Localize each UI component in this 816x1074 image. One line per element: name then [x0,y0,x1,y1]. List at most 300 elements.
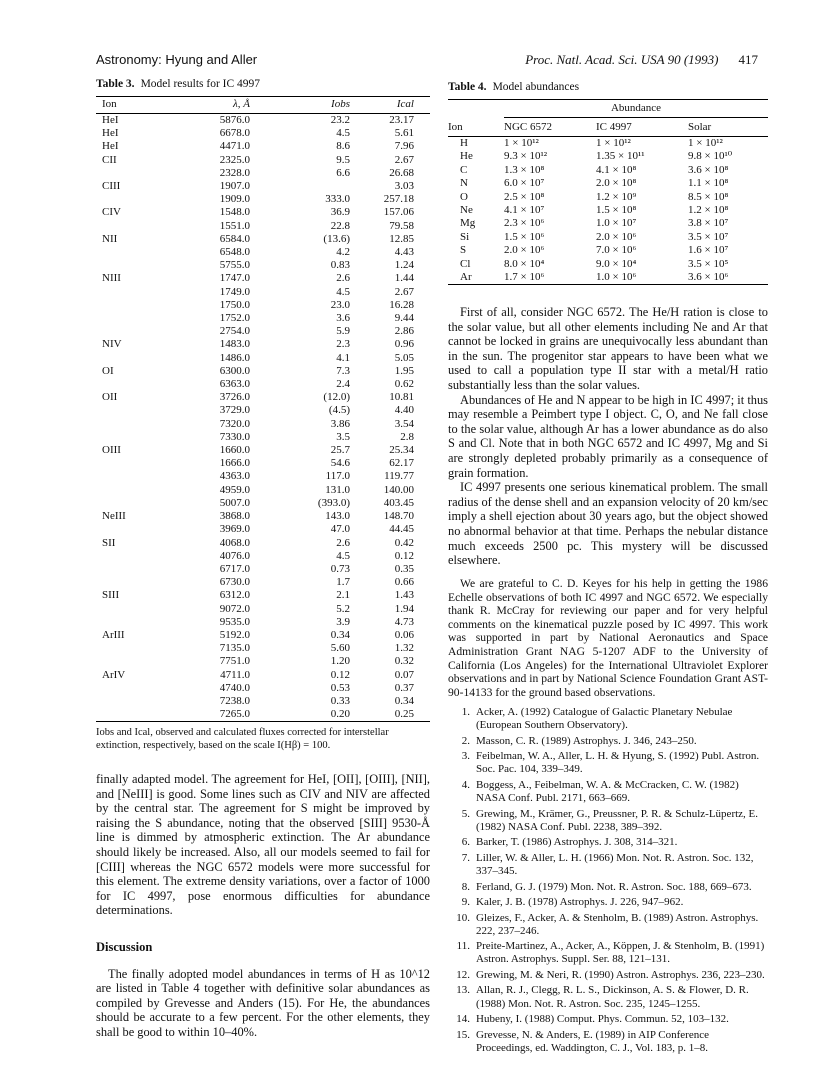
reference-item [448,912,768,938]
reference-item [448,881,768,894]
table-row [448,217,768,230]
iobs-cell: 131.0 [325,483,350,496]
table-row [96,444,430,457]
ic4997-cell: 2.0 × 10⁸ [596,177,637,190]
ical-cell: 1.24 [394,259,414,272]
col-header-wavelength: λ, Å [154,97,270,114]
iobs-cell: 54.6 [330,457,350,470]
iobs-cell: 2.3 [336,338,350,351]
ion-cell [96,603,154,616]
iobs-cell: 47.0 [330,523,350,536]
ical-cell: 10.81 [389,391,414,404]
iobs-cell: 22.8 [330,219,350,232]
col-header-iobs: Iobs [270,97,378,114]
reference-number: 8. [461,880,470,893]
ngc6572-cell: 9.3 × 10¹² [504,150,548,163]
wavelength-cell: 7135.0 [219,642,250,655]
ion-cell: NII [102,232,118,245]
ical-cell: 0.62 [394,378,414,391]
ical-cell: 1.44 [394,272,414,285]
wavelength-cell: 4740.0 [219,681,250,694]
ical-cell: 5.05 [394,351,414,364]
solar-cell: 3.6 × 10⁶ [688,271,729,284]
ion-cell: NIII [102,272,121,285]
solar-cell: 1 × 10¹² [688,137,723,149]
ical-cell: 1.32 [394,642,414,655]
table-row [96,140,430,153]
table3-body [96,114,430,722]
iobs-cell: 1.20 [330,655,350,668]
ical-cell: 2.67 [394,153,414,166]
iobs-cell: 117.0 [325,470,350,483]
ion-cell: ArIV [102,668,126,681]
ic4997-cell: 1.5 × 10⁸ [596,204,637,217]
ic4997-cell: 7.0 × 10⁶ [596,244,637,257]
table3-footnote: Iobs and Ical, observed and calculated fluxes corrected for interstellar extinction, respectively, based on the scale I(Hβ) = 100. [96,727,389,751]
iobs-cell: 5.2 [336,602,350,615]
table-row [96,259,430,272]
ion-cell: CIV [102,206,121,219]
ical-cell: 79.58 [389,219,414,232]
table-row [96,537,430,550]
reference-number: 6. [461,836,470,849]
wavelength-cell: 4471.0 [219,140,250,153]
ion-cell: Si [460,230,470,243]
table-row [96,642,430,655]
ical-cell: 44.45 [389,523,414,536]
ion-cell [96,497,154,510]
table-row [96,246,430,259]
wavelength-cell: 7265.0 [219,708,250,721]
wavelength-cell: 1548.0 [219,206,250,219]
table-row [96,695,430,708]
ic4997-cell: 4.1 × 10⁸ [596,163,637,176]
table-row [96,418,430,431]
iobs-cell: 25.7 [330,444,350,457]
table-row [96,378,430,391]
solar-cell: 8.5 × 10⁸ [688,190,729,203]
ical-cell: 0.42 [394,536,414,549]
table-row [448,164,768,177]
t4-col-header-ion: Ion [448,118,504,137]
wavelength-cell: 3868.0 [219,510,250,523]
iobs-cell: 4.5 [336,549,350,562]
table-row [96,299,430,312]
reference-text: Boggess, A., Feibelman, W. A. & McCracken, C. W. (1982) NASA Conf. Publ. 2171, 663–669. [476,778,739,805]
wavelength-cell: 3969.0 [219,523,250,536]
iobs-cell: 23.0 [330,298,350,311]
reference-text: Barker, T. (1986) Astrophys. J. 308, 314–321. [476,836,678,849]
wavelength-cell: 1749.0 [219,285,250,298]
ical-cell: 119.77 [384,470,414,483]
table-row [448,204,768,217]
ngc6572-cell: 1 × 10¹² [504,137,539,149]
ical-cell: 0.12 [394,549,414,562]
iobs-cell: 23.2 [330,114,350,126]
table-row [96,325,430,338]
iobs-cell: 4.5 [336,285,350,298]
reference-number: 2. [461,734,470,747]
iobs-cell: 3.86 [330,417,350,430]
ical-cell: 5.61 [394,127,414,140]
iobs-cell: 9.5 [336,153,350,166]
iobs-cell: (4.5) [328,404,350,417]
reference-number: 4. [461,778,470,791]
table4 [448,99,768,285]
table-row [96,589,430,602]
iobs-cell: 3.6 [336,312,350,325]
ion-cell [96,312,154,325]
iobs-cell: 0.33 [330,694,350,707]
solar-cell: 9.8 × 10¹⁰ [688,150,733,163]
wavelength-cell: 7751.0 [219,655,250,668]
acknowledgments [448,577,768,699]
iobs-cell: 2.6 [336,272,350,285]
ical-cell: 3.54 [394,417,414,430]
reference-item [448,896,768,909]
reference-text: Ferland, G. J. (1979) Mon. Not. R. Astron. Soc. 188, 669–673. [476,880,752,893]
reference-text: Acker, A. (1992) Catalogue of Galactic Planetary Nebulae (European Southern Observatory). [476,706,733,732]
paragraph-ngc6572: First of all, consider NGC 6572. The He/H ration is close to the solar value, but all other elements including Ne and Ar that cannot be locked in grains are unequivocally less abundant than in the sun. The progenitor star appears to have been what we used to call a population type II star with a metal/H ratio substantially less than the solar values. [448,305,768,392]
ion-cell [96,299,154,312]
table-row [96,510,430,523]
ical-cell: 16.28 [389,298,414,311]
ic4997-cell: 1.2 × 10⁹ [596,190,637,203]
ion-cell: He [460,150,473,163]
reference-number: 3. [461,750,470,763]
ical-cell: 0.96 [394,338,414,351]
table-row [96,286,430,299]
table-row [96,167,430,180]
ion-cell [96,470,154,483]
ical-cell: 0.06 [394,628,414,641]
table-row [448,191,768,204]
ion-cell [96,484,154,497]
reference-text: Feibelman, W. A., Aller, L. H. & Hyung, S. (1992) Publ. Astron. Soc. Pac. 104, 339–349. [476,750,760,776]
table3-caption [96,78,260,90]
table3-title: Model results for IC 4997 [140,78,261,90]
ion-cell [96,286,154,299]
solar-cell: 1.2 × 10⁸ [688,204,729,217]
ic4997-cell: 9.0 × 10⁴ [596,257,637,270]
reference-item [448,808,768,834]
wavelength-cell: 5755.0 [219,259,250,272]
ic4997-cell: 1.0 × 10⁷ [596,217,637,230]
table-row [96,616,430,629]
reference-text: Grewing, M. & Neri, R. (1990) Astron. Astrophys. 236, 223–230. [476,968,765,981]
ion-cell: Cl [460,257,471,270]
table-row [96,431,430,444]
table-row [96,220,430,233]
iobs-cell: 3.5 [336,430,350,443]
ion-cell: CII [102,153,117,166]
wavelength-cell: 6678.0 [219,127,250,140]
ion-cell [96,259,154,272]
abundance-group-header: Abundance [504,100,768,118]
reference-number: 9. [461,896,470,909]
ion-cell [96,655,154,668]
ion-cell: HeI [102,140,119,153]
wavelength-cell: 4363.0 [219,470,250,483]
solar-cell: 1.1 × 10⁸ [688,177,729,190]
table-row [96,404,430,417]
ion-cell [96,576,154,589]
table-row [96,127,430,140]
wavelength-cell: 6584.0 [219,232,250,245]
ion-cell [96,708,154,722]
right-body [448,305,768,568]
col-header-ical: Ical [378,97,430,114]
iobs-cell: 0.83 [330,259,350,272]
ical-cell: 4.40 [394,404,414,417]
page-number: 417 [738,52,758,67]
iobs-cell: 2.1 [336,589,350,602]
table-row [96,603,430,616]
iobs-cell: 6.6 [336,166,350,179]
paragraph-ic4997: Abundances of He and N appear to be high in IC 4997; it thus may resemble a Peimbert type I object. C, O, and Ne fall close to the solar value, although Ar has a lower abundance as do also S and Cl. Note that in both NGC 6572 and IC 4997, Mg and Si are strongly depleted probably primarily as a consequence of grain formation. [448,392,768,480]
table-row [96,523,430,536]
reference-item [448,779,768,805]
iobs-cell: 0.53 [330,681,350,694]
reference-item [448,836,768,849]
running-head-authors: Astronomy: Hyung and Aller [96,52,258,67]
acknowledgments-text: We are grateful to C. D. Keyes for his help in getting the 1986 Echelle observations of both IC 4997 and NGC 6572. We especially thank R. McCray for reviewing our paper and for very helpful comments on the kinematical puzzle posed by IC 4997. This work was supported in part by National Aeronautics and Space Administration Grant NAG 5-1207 ADF to the University of California (Los Angeles) for the International Ultraviolet Explorer observations and in part by National Science Foundation Grant AST-90-14133 for the ground based observations. [448,577,768,699]
ical-cell: 148.70 [383,510,414,523]
reference-number: 7. [461,851,470,864]
journal-citation: Proc. Natl. Acad. Sci. USA 90 (1993) [525,52,719,67]
ion-cell [96,550,154,563]
ical-cell: 4.43 [394,246,414,259]
ion-cell: Mg [460,217,476,230]
reference-number: 1. [461,706,470,718]
wavelength-cell: 1666.0 [219,457,250,470]
table-row [448,177,768,190]
ngc6572-cell: 2.3 × 10⁶ [504,217,545,230]
reference-text: Kaler, J. B. (1978) Astrophys. J. 226, 947–962. [476,896,684,909]
wavelength-cell: 6548.0 [219,246,250,259]
iobs-cell: 1.7 [336,576,350,589]
wavelength-cell: 1483.0 [219,338,250,351]
table-row [96,312,430,325]
ion-cell: SII [102,536,116,549]
reference-text: Hubeny, I. (1988) Comput. Phys. Commun. 52, 103–132. [476,1013,729,1026]
reference-text: Grevesse, N. & Anders, E. (1989) in AIP Conference Proceedings, ed. Waddington, C. J., Vol. 183, p. 1–8. [476,1028,709,1054]
ical-cell: 257.18 [383,193,414,206]
reference-item [448,984,768,1010]
t4-col-header-ic4997: IC 4997 [596,118,688,137]
reference-number: 13. [456,984,470,997]
ical-cell: 1.95 [394,364,414,377]
ical-cell: 1.94 [394,602,414,615]
ical-cell: 403.45 [383,496,414,509]
reference-number: 5. [461,807,470,820]
ion-cell: ArIII [102,628,125,641]
ion-cell [96,695,154,708]
iobs-cell: 0.20 [330,708,350,721]
table-row [96,563,430,576]
iobs-cell: 5.9 [336,325,350,338]
wavelength-cell: 4076.0 [219,549,250,562]
wavelength-cell: 9072.0 [219,602,250,615]
ion-cell [96,418,154,431]
ion-cell [96,404,154,417]
wavelength-cell: 3726.0 [219,391,250,404]
wavelength-cell: 4068.0 [219,536,250,549]
ic4997-cell: 1.0 × 10⁶ [596,271,637,284]
reference-item [448,969,768,982]
table-row [96,497,430,510]
ical-cell: 0.35 [394,562,414,575]
ion-cell [96,457,154,470]
reference-number: 10. [456,911,470,924]
table-row [96,206,430,219]
wavelength-cell: 9535.0 [219,615,250,628]
ion-cell: O [460,190,468,203]
table-row [96,154,430,167]
iobs-cell [270,180,378,193]
table-row [448,231,768,244]
table-row [96,193,430,206]
wavelength-cell: 5876.0 [219,114,250,126]
ic4997-cell: 1 × 10¹² [596,137,631,149]
iobs-cell: 143.0 [325,510,350,523]
iobs-cell: 7.3 [336,364,350,377]
table-row [96,457,430,470]
reference-text: Liller, W. & Aller, L. H. (1966) Mon. Not. R. Astron. Soc. 132, 337–345. [476,851,754,878]
ion-cell [96,378,154,391]
ion-cell [96,642,154,655]
solar-cell: 1.6 × 10⁷ [688,244,729,257]
table-row [448,258,768,271]
wavelength-cell: 2328.0 [219,166,250,179]
col-header-ion: Ion [96,97,154,114]
solar-cell: 3.8 × 10⁷ [688,217,729,230]
table-row [96,655,430,668]
iobs-cell: 3.9 [336,615,350,628]
paragraph-kinematics: IC 4997 presents one serious kinematical problem. The small radius of the dense shell and an expansion velocity of 20 km/sec imply a shell ejection about 30 years ago, but the object showed no abnormal behavior at that time. Perhaps the nebular distance much exceeds 2500 pc. This mystery will be discussed elsewhere. [448,480,768,568]
iobs-cell: 4.1 [336,351,350,364]
ngc6572-cell: 1.3 × 10⁸ [504,163,545,176]
table-row [96,550,430,563]
wavelength-cell: 3729.0 [219,404,250,417]
ion-cell: NeIII [102,510,126,523]
table-row [96,233,430,246]
ical-cell: 0.07 [394,668,414,681]
table-row [96,180,430,193]
references-list [448,706,768,1057]
ical-cell: 1.43 [394,589,414,602]
ion-cell [96,325,154,338]
table3 [96,96,430,722]
ion-cell: N [460,177,468,190]
ical-cell: 2.86 [394,325,414,338]
table-row [96,391,430,404]
iobs-cell: 36.9 [330,206,350,219]
ical-cell: 0.32 [394,655,414,668]
ical-cell: 26.68 [389,166,414,179]
reference-item [448,852,768,878]
iobs-cell: 4.5 [336,127,350,140]
wavelength-cell: 1752.0 [219,312,250,325]
ical-cell: 3.03 [394,180,414,193]
wavelength-cell: 7320.0 [219,417,250,430]
iobs-cell: 0.34 [330,628,350,641]
reference-number: 15. [456,1028,470,1041]
ical-cell: 4.73 [394,615,414,628]
reference-text: Grewing, M., Krämer, G., Preussner, P. R. & Schulz-Lüpertz, E. (1982) NASA Conf. Publ. 2238, 389–392. [476,807,759,833]
reference-item [448,1013,768,1026]
table-row [96,114,430,128]
iobs-cell: 2.4 [336,378,350,391]
iobs-cell: 8.6 [336,140,350,153]
ic4997-cell: 1.35 × 10¹¹ [596,150,645,163]
solar-cell: 3.6 × 10⁸ [688,163,729,176]
ion-cell: Ne [460,204,473,217]
table-row [96,352,430,365]
ion-cell [96,431,154,444]
table4-label: Table 4. [448,81,487,93]
ngc6572-cell: 1.7 × 10⁶ [504,271,545,284]
wavelength-cell: 2325.0 [219,153,250,166]
wavelength-cell: 1907.0 [219,180,250,193]
table3-label: Table 3. [96,78,135,90]
solar-cell: 3.5 × 10⁵ [688,257,729,270]
ion-cell: HeI [102,114,119,126]
ion-cell: CIII [102,180,121,193]
ical-cell: 0.25 [394,708,414,721]
ion-cell: Ar [460,271,472,284]
running-head-journal [525,52,758,68]
ical-cell: 2.67 [394,285,414,298]
ical-cell: 9.44 [394,312,414,325]
ion-cell: SIII [102,589,120,602]
ion-cell: C [460,163,468,176]
reference-text: Gleizes, F., Acker, A. & Stenholm, B. (1989) Astron. Astrophys. 222, 237–246. [476,911,759,937]
ion-cell: S [460,244,467,257]
table4-title: Model abundances [492,81,580,93]
reference-item [448,1029,768,1055]
ical-cell: 12.85 [389,232,414,245]
ical-cell: 0.37 [394,681,414,694]
wavelength-cell: 1486.0 [219,351,250,364]
ion-cell [96,523,154,536]
ngc6572-cell: 8.0 × 10⁴ [504,257,545,270]
table-row [96,682,430,695]
ical-cell: 7.96 [394,140,414,153]
paragraph-model-agreement: finally adapted model. The agreement for HeI, [OII], [OIII], [NII], and [NeIII] is good. Some lines such as CIV and NIV are affected by the central star. The agreement for S might be improved by raising the S abundance, noting that the observed [SIII] 9530-Å line is dimmed by atmospheric extinction. The Ar abundance should likely be increased. Also, all our models seemed to fail for [CIII] whereas the NGC 6572 models were more successful for this element. The extreme density variations, over a factor of 1000 for IC 4997, pose enormous difficulties for abundance determinations. [96,772,430,918]
reference-text: Masson, C. R. (1989) Astrophys. J. 346, 243–250. [476,734,697,747]
wavelength-cell: 7330.0 [219,430,250,443]
wavelength-cell: 1551.0 [219,219,250,232]
iobs-cell: 0.12 [330,668,350,681]
reference-item [448,750,768,776]
table-row [96,669,430,682]
table-row [448,244,768,257]
wavelength-cell: 1750.0 [219,298,250,311]
ngc6572-cell: 2.0 × 10⁶ [504,244,545,257]
iobs-cell: 333.0 [325,193,350,206]
ngc6572-cell: 4.1 × 10⁷ [504,204,545,217]
paragraph-discussion: The finally adopted model abundances in terms of H as 10^12 are listed in Table 4 together with definitive solar abundances as compiled by Grevesse and Anders (15). For He, the abundances should be accurate to a few percent. For the other elements, they shall be good to within 10–40%. [96,966,430,1039]
table4-body [448,137,768,285]
wavelength-cell: 7238.0 [219,694,250,707]
table-row [96,484,430,497]
ion-cell: OII [102,391,118,404]
iobs-cell: 0.73 [330,562,350,575]
ion-cell: OI [102,364,114,377]
iobs-cell: (12.0) [323,391,350,404]
section-heading-discussion: Discussion [96,939,153,954]
